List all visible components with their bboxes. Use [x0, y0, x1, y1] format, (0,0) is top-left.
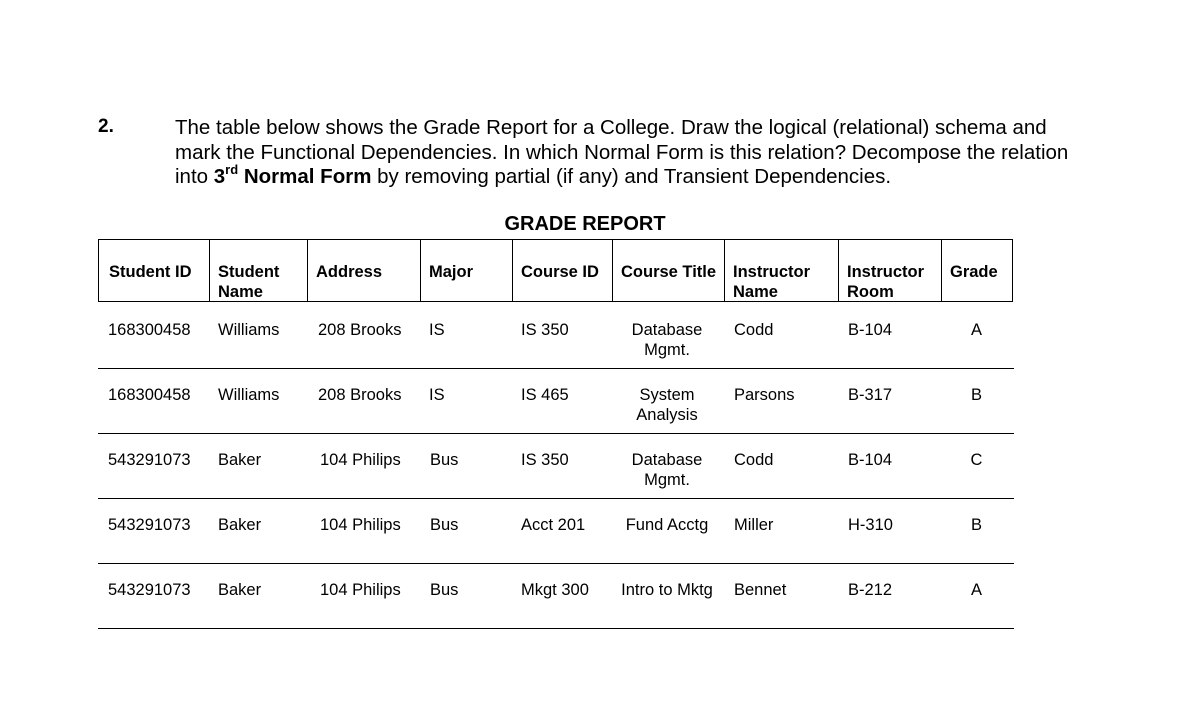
cell-instructor-room: H-310 — [848, 516, 893, 534]
normal-form-emphasis: 3rd Normal Form — [213, 162, 372, 188]
cell-student-id: 543291073 — [108, 516, 191, 534]
header-course-id: Course ID — [512, 240, 612, 301]
cell-course-id: Acct 201 — [521, 516, 586, 534]
cell-course-title: Intro to Mktg — [621, 581, 713, 599]
cell-course-title: System Analysis — [636, 386, 698, 424]
cell-address: 208 Brooks — [318, 386, 402, 404]
cell-course-id: IS 465 — [521, 386, 569, 404]
question-number: 2. — [98, 116, 114, 137]
cell-instructor-room: B-212 — [848, 581, 893, 599]
cell-address: 104 Philips — [320, 581, 401, 599]
cell-student-name: Baker — [218, 451, 262, 469]
cell-instructor-name: Bennet — [734, 581, 787, 599]
cell-instructor-room: B-317 — [848, 386, 893, 404]
cell-course-title: Database Mgmt. — [631, 321, 703, 359]
cell-grade: B — [970, 516, 982, 534]
cell-instructor-room: B-104 — [848, 451, 893, 469]
header-grade: Grade — [941, 240, 1014, 301]
cell-grade: A — [970, 321, 982, 339]
cell-student-id: 168300458 — [108, 386, 191, 404]
cell-address: 208 Brooks — [318, 321, 402, 339]
cell-instructor-name: Codd — [734, 321, 774, 339]
cell-course-id: IS 350 — [521, 321, 569, 339]
cell-major: Bus — [430, 451, 459, 469]
header-student-name: Student Name — [209, 240, 307, 301]
cell-address: 104 Philips — [320, 451, 401, 469]
cell-major: IS — [429, 386, 445, 404]
cell-grade: C — [970, 451, 983, 469]
table-title: GRADE REPORT — [504, 213, 666, 235]
header-address: Address — [307, 240, 420, 301]
cell-student-name: Williams — [218, 321, 280, 339]
cell-student-id: 543291073 — [108, 451, 191, 469]
question-text-part1: The table below shows the Grade Report for a College. Draw the logical (relational) schema and mark the Functional Dependencies. In which Normal Form is this relation? Decompose the relation into — [175, 116, 1069, 188]
cell-instructor-name: Miller — [734, 516, 774, 534]
cell-student-id: 543291073 — [108, 581, 191, 599]
cell-student-id: 168300458 — [108, 321, 191, 339]
header-major: Major — [420, 240, 512, 301]
cell-instructor-room: B-104 — [848, 321, 893, 339]
table-row — [98, 434, 1014, 499]
header-instructor-room: Instructor Room — [838, 240, 941, 301]
cell-student-name: Williams — [218, 386, 280, 404]
cell-address: 104 Philips — [320, 516, 401, 534]
question-text — [175, 116, 1075, 190]
table-row — [98, 564, 1014, 629]
cell-student-name: Baker — [218, 581, 262, 599]
cell-instructor-name: Codd — [734, 451, 774, 469]
header-student-id: Student ID — [109, 263, 192, 281]
cell-grade: A — [970, 581, 982, 599]
question-text-part2: by removing partial (if any) and Transient Dependencies. — [371, 165, 892, 188]
cell-course-id: Mkgt 300 — [521, 581, 589, 599]
cell-student-name: Baker — [218, 516, 262, 534]
cell-major: Bus — [430, 581, 459, 599]
cell-course-title: Database Mgmt. — [631, 451, 703, 489]
table-row — [98, 369, 1014, 434]
cell-grade: B — [970, 386, 982, 404]
cell-instructor-name: Parsons — [734, 386, 795, 404]
header-course-title: Course Title — [612, 240, 724, 301]
cell-major: IS — [429, 321, 445, 339]
table-header — [98, 239, 1013, 302]
cell-major: Bus — [430, 516, 459, 534]
table-row — [98, 304, 1014, 369]
cell-course-title: Fund Acctg — [625, 516, 709, 534]
cell-course-id: IS 350 — [521, 451, 569, 469]
header-instructor-name: Instructor Name — [724, 240, 838, 301]
table-row — [98, 499, 1014, 564]
